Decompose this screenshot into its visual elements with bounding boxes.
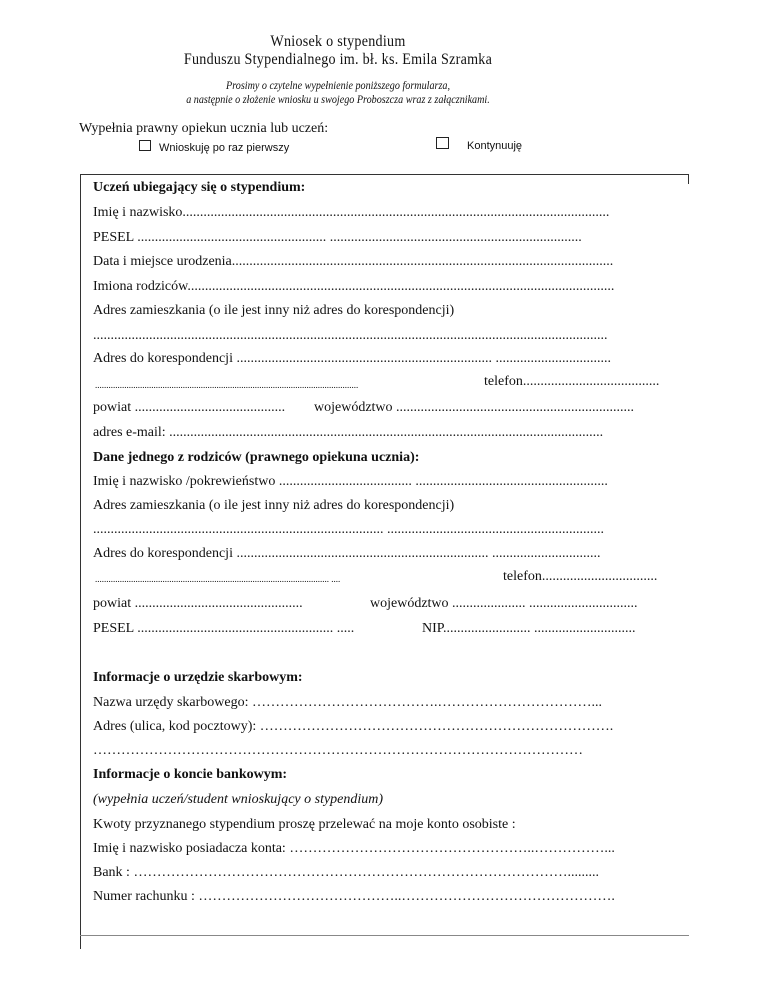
bank-subheading: (wypełnia uczeń/student wnioskujący o stypendium) (93, 792, 384, 807)
student-phone-field[interactable]: telefon....................................... (484, 374, 660, 389)
frame-top-line (80, 174, 689, 175)
student-email-field[interactable]: adres e-mail: ............................................................................................................................ (93, 425, 604, 440)
frame-bottom-line (80, 935, 689, 936)
bank-heading: Informacje o koncie bankowym: (93, 767, 288, 782)
parent-residence-label: Adres zamieszkania (o ile jest inny niż adres do korespondencji) (93, 498, 455, 513)
account-holder-field[interactable]: Imię i nazwisko posiadacza konta: ……………………………………………..……………... (93, 841, 615, 856)
student-name-field[interactable]: Imię i nazwisko.......................................................................................................................... (93, 205, 610, 220)
student-birth-field[interactable]: Data i miejsce urodzenia............................................................................................................. (93, 254, 614, 269)
tax-office-address-field[interactable]: Adres (ulica, kod pocztowy): …………………………………………………………………. (93, 719, 614, 734)
parent-heading: Dane jednego z rodziców (prawnego opiekuna ucznia): (93, 450, 420, 465)
tax-office-heading: Informacje o urzędzie skarbowym: (93, 670, 303, 685)
applicant-type-label: Wypełnia prawny opiekun ucznia lub uczeń: (79, 121, 329, 136)
tax-office-name-field[interactable]: Nazwa urzędy skarbowego: ………………………………….……………………………... (93, 695, 602, 710)
frame-left-line (80, 174, 81, 949)
student-residence-label: Adres zamieszkania (o ile jest inny niż adres do korespondencji) (93, 303, 455, 318)
parent-nip-field[interactable]: NIP......................... ............................. (422, 621, 636, 636)
student-county-field[interactable]: powiat ........................................... (93, 400, 286, 415)
instruction-note-line1: Prosimy o czytelne wypełnienie poniższego formularza, (226, 80, 450, 92)
parent-corr-address-field[interactable]: Adres do korespondencji ........................................................................ ............................... (93, 546, 601, 561)
student-pesel-field[interactable]: PESEL ...................................................... ........................................................................ (93, 230, 582, 245)
student-corr-address-line[interactable]: ..................................................................................................................... (95, 380, 359, 390)
first-time-label: Wnioskuję po raz pierwszy (159, 142, 290, 154)
parent-pesel-field[interactable]: PESEL ........................................................ ..... (93, 621, 355, 636)
student-residence-field[interactable]: ................................................................................................................................................... (93, 328, 608, 343)
continue-label: Kontynuuję (467, 140, 523, 152)
frame-right-tick (688, 174, 689, 184)
student-parents-field[interactable]: Imiona rodziców.......................................................................................................................... (93, 279, 615, 294)
parent-voivodeship-field[interactable]: województwo ..................... ............................... (370, 596, 638, 611)
continue-option[interactable] (436, 136, 522, 154)
first-time-checkbox[interactable] (139, 140, 151, 151)
bank-name-field[interactable]: Bank : …………………………………………………………………………………......... (93, 865, 599, 880)
form-title-line2: Funduszu Stypendialnego im. bł. ks. Emila Szramka (183, 51, 493, 68)
continue-checkbox[interactable] (436, 137, 449, 149)
tax-office-address-line[interactable]: …………………………………………………………………………………………… (93, 743, 583, 758)
parent-county-field[interactable]: powiat ................................................ (93, 596, 303, 611)
instruction-note-line2: a następnie o złożenie wniosku u swojego Proboszcza wraz z załącznikami. (186, 94, 490, 106)
form-title-line1: Wniosek o stypendium (270, 33, 406, 50)
parent-residence-field[interactable]: ................................................................................... .............................................................. (93, 522, 604, 537)
student-voivodeship-field[interactable]: województwo .................................................................... (314, 400, 635, 415)
student-heading: Uczeń ubiegający się o stypendium: (93, 180, 306, 195)
parent-name-field[interactable]: Imię i nazwisko /pokrewieństwo ...................................... ....................................................... (93, 474, 608, 489)
bank-instruction: Kwoty przyznanego stypendium proszę przelewać na moje konto osobiste : (93, 817, 516, 832)
student-corr-address-field[interactable]: Adres do korespondencji ......................................................................... ................................. (93, 351, 611, 366)
parent-corr-address-line[interactable]: ........................................................................................................ .... (95, 574, 341, 584)
first-time-option[interactable] (139, 138, 289, 156)
account-number-field[interactable]: Numer rachunku : ……………………………………..………………………………………. (93, 889, 615, 904)
parent-phone-field[interactable]: telefon................................. (503, 569, 658, 584)
